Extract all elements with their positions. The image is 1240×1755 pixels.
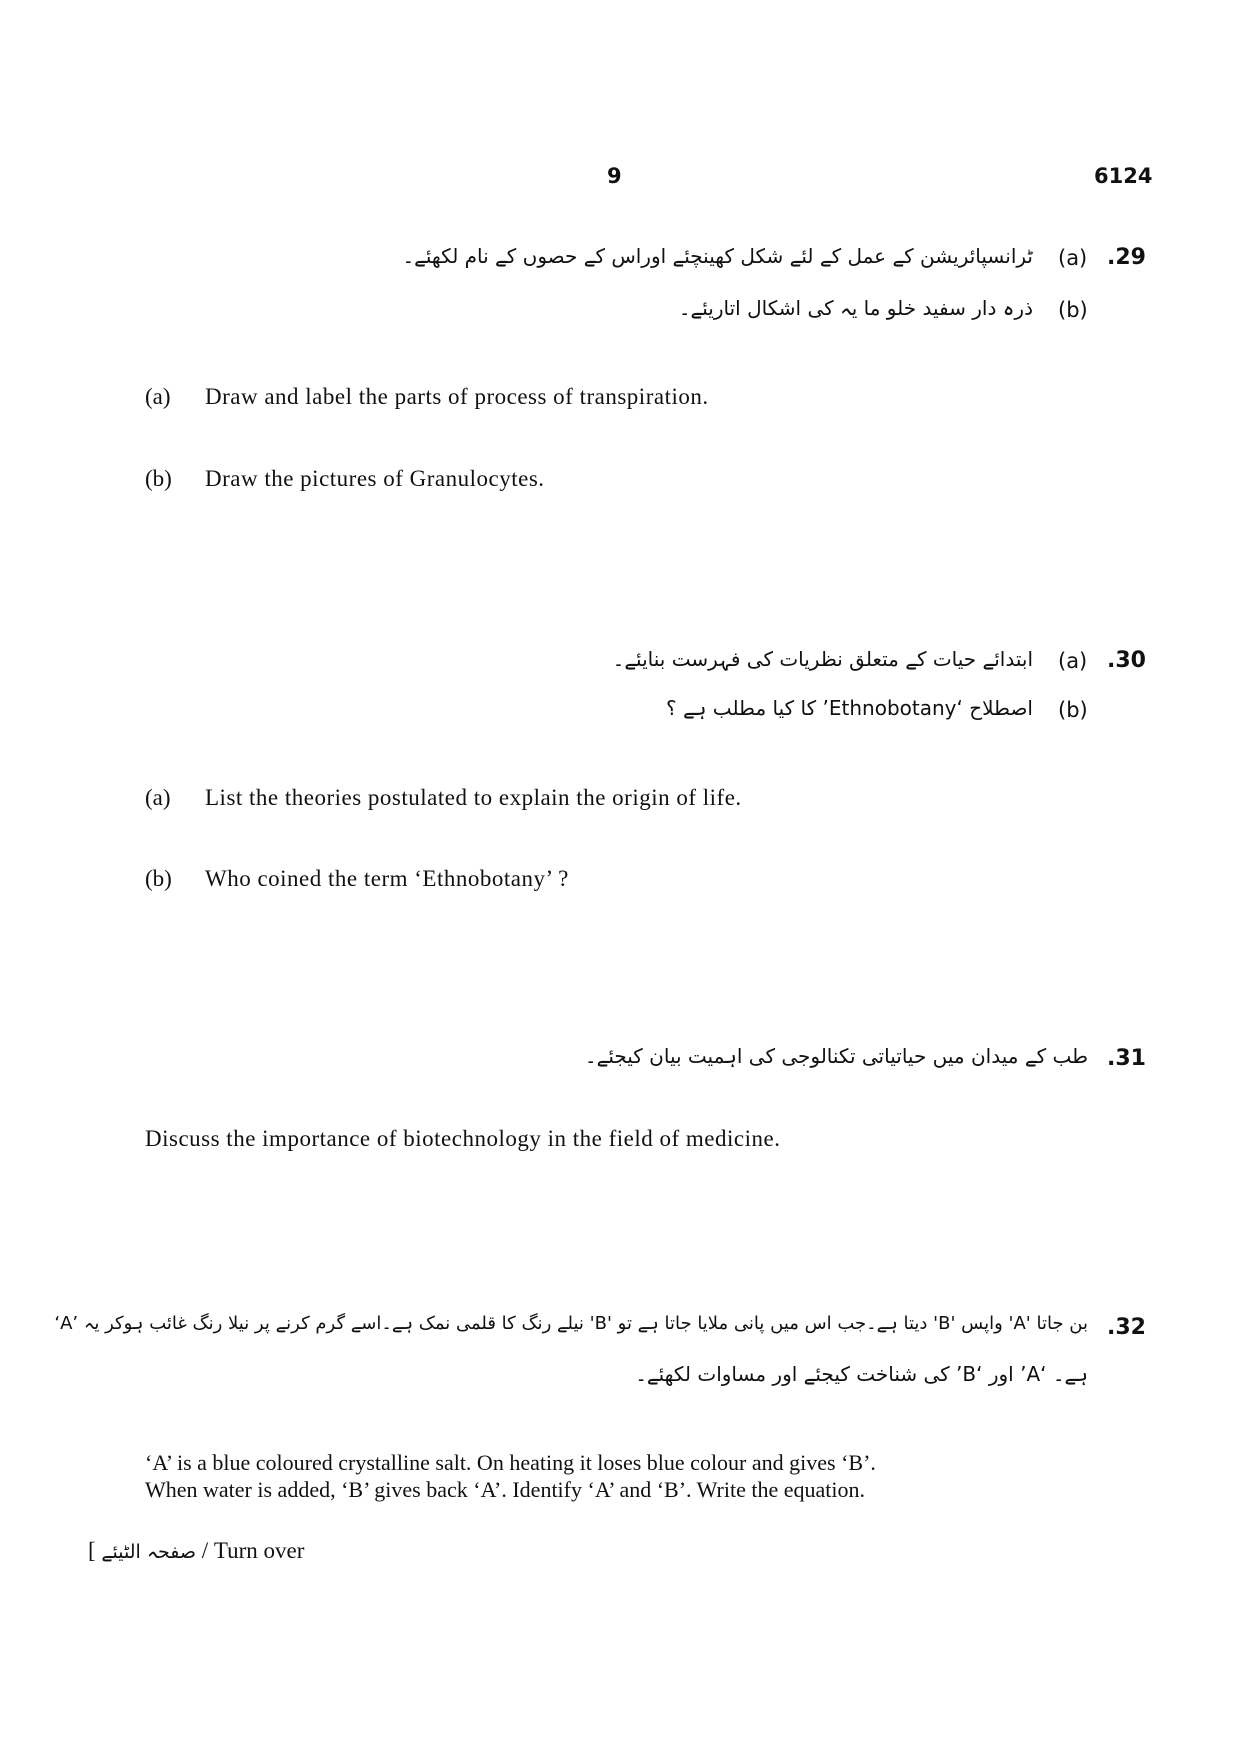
- q29-urdu-label-b: (b): [1058, 298, 1088, 322]
- footer-turn-over: [88, 1538, 304, 1564]
- q30-urdu-text-a: ابتدائے حیات کے متعلق نظریات کی فہرست بنایئے۔: [612, 647, 1033, 671]
- footer-urdu-turn-over: صفحہ الٹیئے: [101, 1541, 197, 1563]
- q30-english-text-a: List the theories postulated to explain the origin of life.: [205, 785, 742, 810]
- footer-english-turn-over: Turn over: [213, 1538, 305, 1563]
- q30-english-label-b: (b): [145, 866, 172, 891]
- q29-english-text-b: Draw the pictures of Granulocytes.: [205, 466, 545, 491]
- q29-english-label-a: (a): [145, 384, 171, 409]
- q29-english-label-b: (b): [145, 466, 172, 491]
- paper-code: 6124: [1094, 164, 1153, 188]
- q29-urdu-text-a: ٹرانسپائریشن کے عمل کے لئے شکل کھینچئے اوراس کے حصوں کے نام لکھئے۔: [402, 244, 1033, 268]
- q30-english-label-a: (a): [145, 785, 171, 810]
- q32-english-line-2: When water is added, ‘B’ gives back ‘A’. Identify ‘A’ and ‘B’. Write the equation.: [145, 1477, 865, 1502]
- q29-urdu-text-b: ذرہ دار سفید خلو ما یہ کی اشکال اتاریئے۔: [678, 296, 1033, 320]
- q32-urdu-line-2: ہے۔ ‘A’ اور ‘B’ کی شناخت کیجئے اور مساوات لکھئے۔: [635, 1362, 1088, 1386]
- q30-urdu-label-a: (a): [1058, 649, 1088, 673]
- question-number-31: .31: [1107, 1046, 1146, 1071]
- q30-urdu-text-b: اصطلاح ‘Ethnobotany’ کا کیا مطلب ہے ؟: [666, 696, 1033, 720]
- page-number: 9: [607, 164, 622, 188]
- q30-urdu-label-b: (b): [1058, 698, 1088, 722]
- q32-english-line-1: ‘A’ is a blue coloured crystalline salt. On heating it loses blue colour and gives ‘B’.: [145, 1450, 876, 1475]
- question-number-30: .30: [1107, 648, 1146, 673]
- q29-urdu-label-a: (a): [1058, 246, 1088, 270]
- question-number-32: .32: [1107, 1315, 1146, 1340]
- footer-separator: /: [196, 1538, 214, 1563]
- q31-urdu-text: طب کے میدان میں حیاتیاتی تکنالوجی کی اہمیت بیان کیجئے۔: [584, 1044, 1088, 1068]
- question-number-29: .29: [1107, 245, 1146, 270]
- q32-urdu-line-1: ‘A’ نیلے رنگ کا قلمی نمک ہے۔اسے گرم کرنے پر نیلا رنگ غائب ہوکر یہ 'B' دیتا ہے۔جب اس میں پانی ملایا جاتا ہے تو 'B' واپس 'A' بن جاتا: [54, 1313, 1088, 1334]
- q30-english-text-b: Who coined the term ‘Ethnobotany’ ?: [205, 866, 569, 891]
- footer-bracket: [: [88, 1538, 96, 1563]
- q31-english-text: Discuss the importance of biotechnology in the field of medicine.: [145, 1126, 781, 1151]
- q29-english-text-a: Draw and label the parts of process of transpiration.: [205, 384, 709, 409]
